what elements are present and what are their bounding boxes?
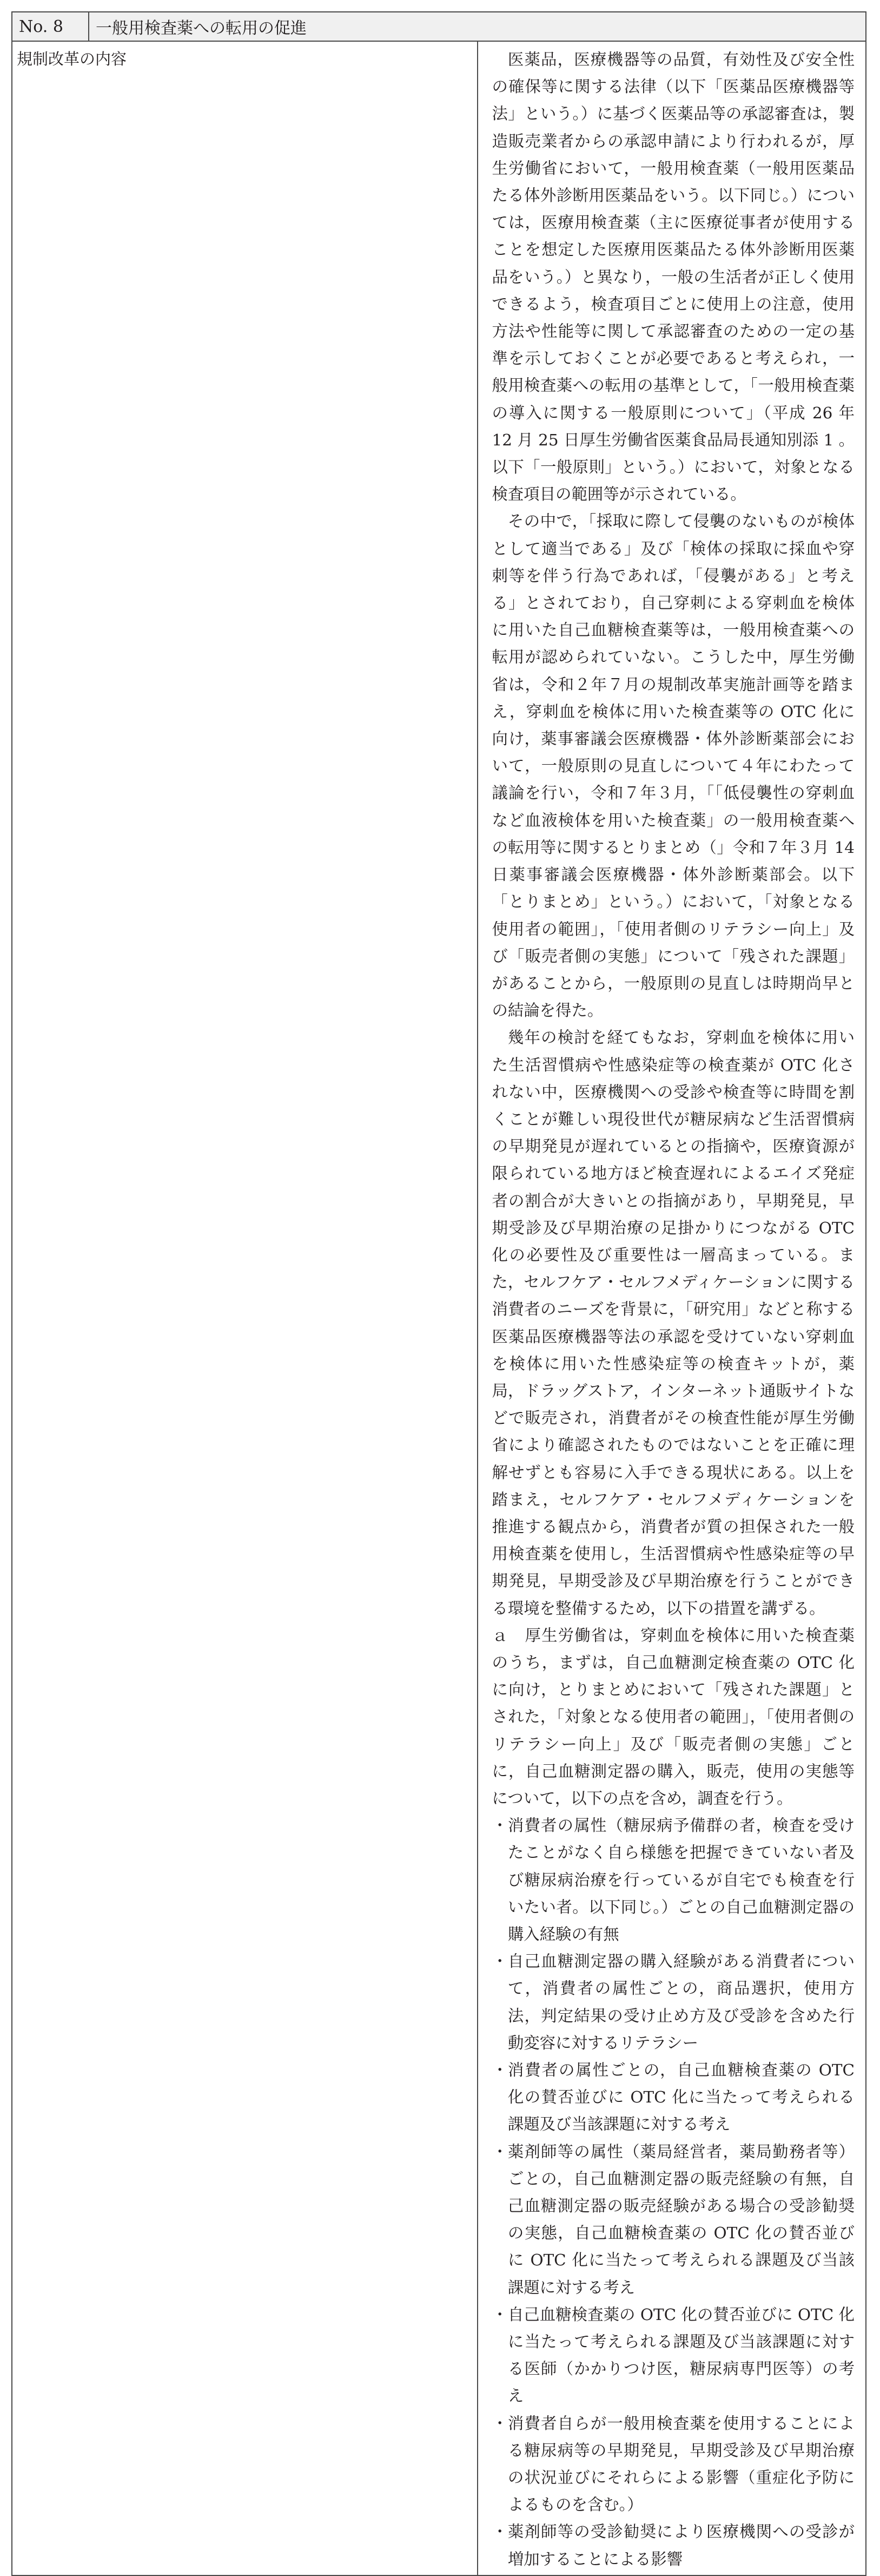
bullet-mark: ・ — [492, 1816, 508, 1835]
paragraph-3: 幾年の検討を経てもなお，穿刺血を検体に用いた生活習慣病や性感染症等の検査薬が OTC 化されない中，医療機関への受診や検査等に時間を割くことが難しい現役世代が糖尿病など生活習慣病の早期発見が遅れているとの指摘や，医療資源が限られている地方ほど検査遅れによるエイズ発症者の割合が大きいとの指摘があり，早期発見，早期受診及び早期治療の足掛かりにつながる OTC 化の必要性及び重要性は一層高まっている。また，セルフケア・セルフメディケーションに関する消費者のニーズを背景に，「研究用」などと称する医薬品医療機器等法の承認を受けていない穿刺血を検体に用いた性感染症等の検査キットが，薬局，ドラッグストア，インターネット通販サイトなどで販売され，消費者がその検査性能が厚生労働省により確認されたものではないことを正確に理解せずとも容易に入手できる現状にある。以上を踏まえ，セルフケア・セルフメディケーションを推進する観点から，消費者が質の担保された一般用検査薬を使用し，生活習慣病や性感染症等の早期発見，早期受診及び早期治療を行うことができる環境を整備するため，以下の措置を講ずる。 — [492, 1028, 855, 1618]
paragraph-1: 医薬品，医療機器等の品質，有効性及び安全性の確保等に関する法律（以下「医薬品医療機器等法」という。）に基づく医薬品等の承認審査は，製造販売業者からの承認申請により行われるが，厚生労働省において，一般用検査薬（一般用医薬品たる体外診断用医薬品をいう。以下同じ。）については，医療用検査薬（主に医療従事者が使用することを想定した医療用医薬品たる体外診断用医薬品をいう。）と異なり，一般の生活者が正しく使用できるよう，検査項目ごとに使用上の注意，使用方法や性能等に関して承認審査のための一定の基準を示しておくことが必要であると考えられ，一般用検査薬への転用の基準として，「一般用検査薬の導入に関する一般原則について」（平成 26 年 12 月 25 日厚生労働省医薬食品局長通知別添 1 。以下「一般原則」という。）において，対象となる検査項目の範囲等が示されている。 — [492, 50, 855, 504]
bullet-mark: ・ — [492, 1952, 508, 1971]
bullet-text: 自己血糖検査薬の OTC 化の賛否並びに OTC 化に当たって考えられる課題及び当該課題に対する医師（かかりつけ医，糖尿病専門医等）の考え — [507, 2305, 855, 2406]
bullet-mark: ・ — [492, 2142, 508, 2161]
bullet-text: 消費者の属性（糖尿病予備群の者，検査を受けたことがなく自ら様態を把握できていない者及び糖尿病治療を行っているが自宅でも検査を行いたい者。以下同じ。）ごとの自己血糖測定器の購入経験の有無 — [507, 1816, 855, 1944]
content-row — [12, 41, 866, 2575]
regulation-table — [11, 11, 866, 2576]
item-number: No. 8 — [12, 12, 89, 41]
bullet-text: 薬剤師等の属性（薬局経営者，薬局勤務者等）ごとの，自己血糖測定器の販売経験の有無，自己血糖測定器の販売経験がある場合の受診勧奨の実態，自己血糖検査薬の OTC 化の賛否並びに OTC 化に当たって考えられる課題及び当該課題に対する考え — [507, 2142, 855, 2297]
bullet-item — [492, 2518, 855, 2572]
bullet-text: 薬剤師等の受診勧奨により医療機関への受診が増加することによる影響 — [507, 2522, 855, 2568]
bullet-item — [492, 2301, 855, 2410]
survey-bullet-list — [492, 1812, 855, 2573]
bullet-item — [492, 2138, 855, 2301]
bullet-item — [492, 2056, 855, 2138]
item-a: ａ 厚生労働省は，穿刺血を検体に用いた検査薬のうち，まずは，自己血糖測定検査薬の OTC 化に向け，とりまとめにおいて「残された課題」とされた，「対象となる使用者の範囲」，「使用者側のリテラシー向上」及び「販売者側の実態」ごとに，自己血糖測定器の購入，販売，使用の実態等について，以下の点を含め，調査を行う。 — [492, 1626, 855, 1808]
bullet-text: 消費者の属性ごとの，自己血糖検査薬の OTC 化の賛否並びに OTC 化に当たって考えられる課題及び当該課題に対する考え — [507, 2061, 855, 2134]
section-label: 規制改革の内容 — [12, 41, 478, 2575]
bullet-text: 自己血糖測定器の購入経験がある消費者について，消費者の属性ごとの，商品選択，使用方法，判定結果の受け止め方及び受診を含めた行動変容に対するリテラシー — [507, 1952, 855, 2052]
bullet-item — [492, 2410, 855, 2519]
bullet-mark: ・ — [492, 2522, 508, 2541]
bullet-mark: ・ — [492, 2414, 508, 2433]
bullet-mark: ・ — [492, 2061, 508, 2080]
section-body — [478, 41, 866, 2575]
bullet-item — [492, 1812, 855, 1948]
bullet-item — [492, 1948, 855, 2056]
bullet-text: 消費者自らが一般用検査薬を使用することによる糖尿病等の早期発見，早期受診及び早期治療の状況並びにそれらによる影響（重症化予防によるものを含む。） — [507, 2414, 855, 2514]
bullet-mark: ・ — [492, 2305, 508, 2324]
item-title: 一般用検査薬への転用の促進 — [89, 12, 866, 41]
paragraph-2: その中で，「採取に際して侵襲のないものが検体として適当である」及び「検体の採取に採血や穿刺等を伴う行為であれば，「侵襲がある」と考える」とされており，自己穿刺による穿刺血を検体に用いた自己血糖検査薬等は，一般用検査薬への転用が認められていない。こうした中，厚生労働省は，令和２年７月の規制改革実施計画等を踏まえ，穿刺血を検体に用いた検査薬等の OTC 化に向け，薬事審議会医療機器・体外診断薬部会において，一般原則の見直しについて４年にわたって議論を行い，令和７年３月，「「低侵襲性の穿刺血など血液検体を用いた検査薬」の一般用検査薬への転用等に関するとりまとめ（」令和７年３月 14 日薬事審議会医療機器・体外診断薬部会。以下「とりまとめ」という。）において，「対象となる使用者の範囲」，「使用者側のリテラシー向上」及び「販売者側の実態」について「残された課題」があることから，一般原則の見直しは時期尚早との結論を得た。 — [492, 512, 855, 1020]
header-row — [12, 12, 866, 41]
